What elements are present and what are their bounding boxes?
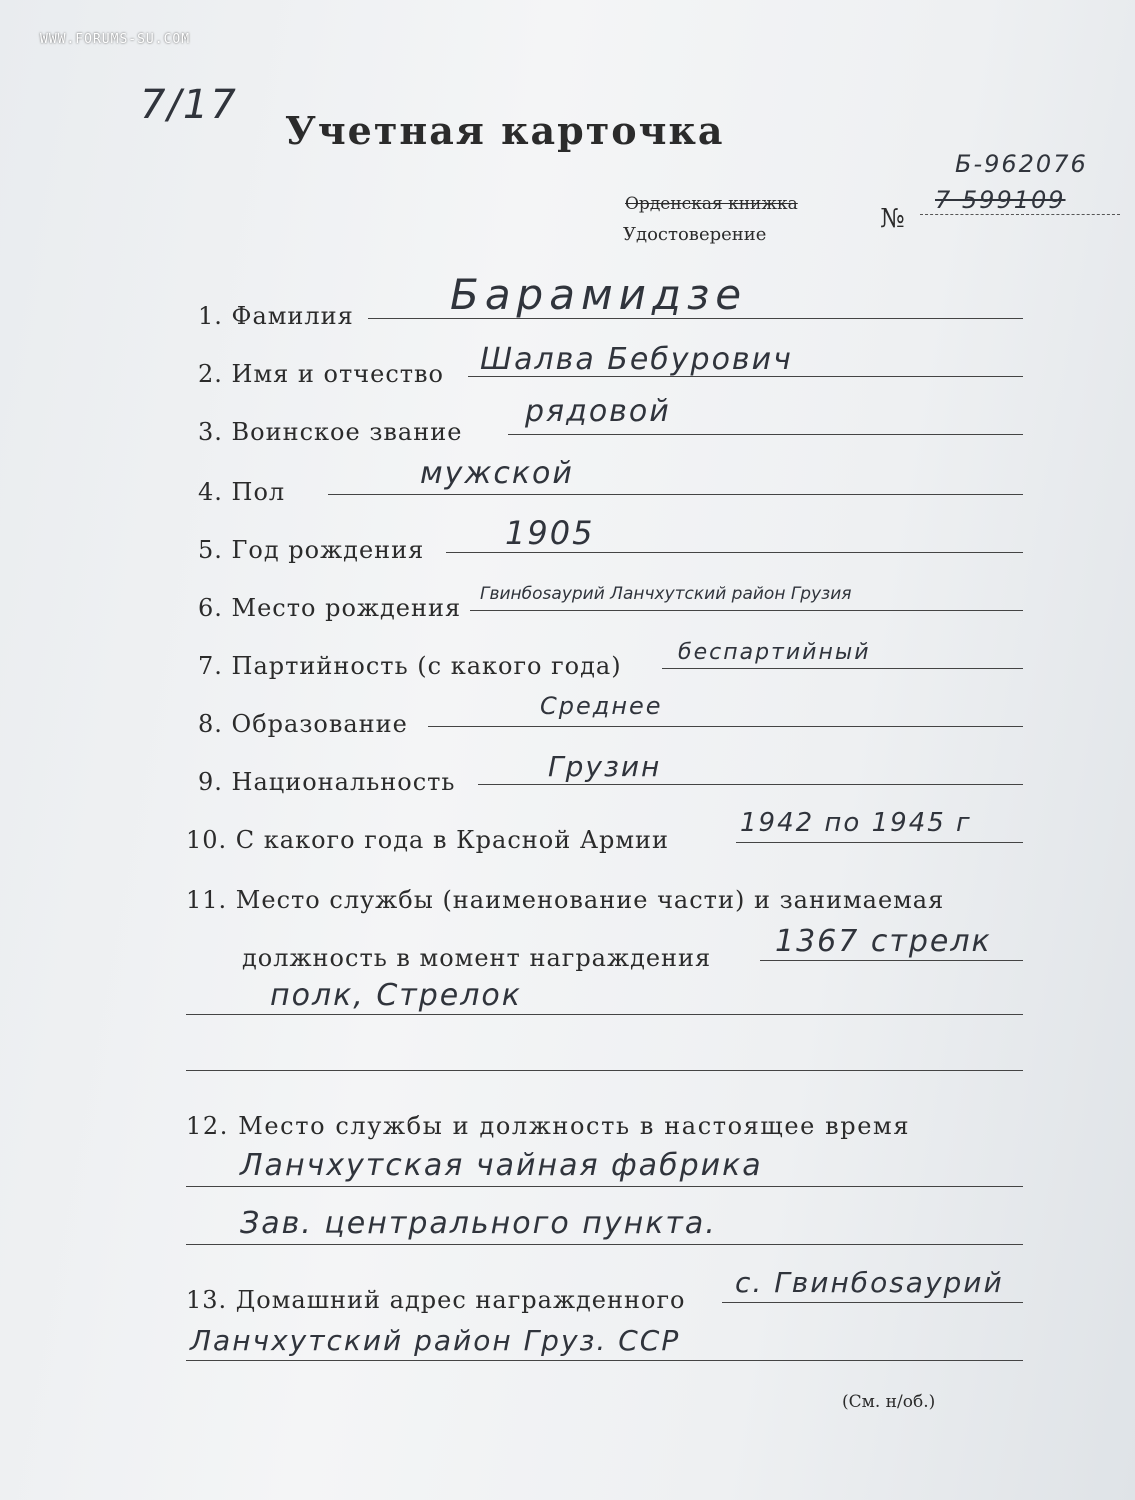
footer-note: (См. н/об.) [842,1392,936,1412]
field-label-current-job: 12. Место службы и должность в настоящее время [186,1112,911,1140]
field-value-home-address-1: с. Гвинбоѕаурий [735,1266,1004,1299]
field-value-current-job-2: Зав. центрального пункта. [240,1206,717,1241]
field-line-education [428,726,1023,727]
watermark: WWW.FORUMS-SU.COM [40,32,191,47]
corner-mark: 7/17 [140,82,238,128]
field-line-army-since [736,842,1023,843]
field-label-rank: 3. Воинское звание [198,418,463,446]
number-new: Б-962076 [955,150,1088,178]
field-value-service-unit-1: 1367 стрелк [775,924,992,959]
field-line-service-unit-2 [186,1014,1023,1015]
field-value-birthplace: Гвинбоѕаурий Ланчхутский район Грузия [480,584,852,604]
field-line-rank [508,434,1023,435]
field-label-nationality: 9. Национальность [198,768,456,796]
field-line-home-address-1 [722,1302,1023,1303]
field-label-surname: 1. Фамилия [198,302,354,330]
field-label-party: 7. Партийность (с какого года) [198,652,622,680]
field-line-service-unit-3 [186,1070,1023,1071]
field-value-surname: Барамидзе [450,270,748,319]
field-label-army-since: 10. С какого года в Красной Армии [186,826,670,854]
field-line-current-job-1 [186,1186,1023,1187]
field-value-party: беспартийный [678,640,871,665]
field-value-current-job-1: Ланчхутская чайная фабрика [240,1148,763,1183]
field-line-current-job-2 [186,1244,1023,1245]
number-old: 7 599109 [935,186,1066,214]
field-line-birthplace [470,610,1023,611]
field-line-service-unit-1 [760,960,1023,961]
field-line-nationality [478,784,1023,785]
page-title: Учетная карточка [285,108,725,153]
field-line-party [662,668,1023,669]
field-value-education: Среднее [540,692,663,720]
field-value-nationality: Грузин [548,750,662,783]
field-label-name: 2. Имя и отчество [198,360,444,388]
field-label-sex: 4. Пол [198,478,286,506]
doc-type: Удостоверение [623,224,767,245]
field-label-service-unit: 11. Место службы (наименование части) и занимаемая [186,886,945,914]
number-line [920,214,1120,215]
field-value-name: Шалва Бебурович [480,342,793,377]
field-value-home-address-2: Ланчхутский район Груз. ССР [190,1324,681,1357]
field-value-sex: мужской [420,456,574,491]
field-label-education: 8. Образование [198,710,408,738]
field-value-army-since: 1942 по 1945 г [740,808,972,838]
field-label-service-unit-cont: должность в момент награждения [242,944,712,972]
field-line-home-address-2 [186,1360,1023,1361]
field-line-birth-year [446,552,1023,553]
field-label-birth-year: 5. Год рождения [198,536,425,564]
doc-type-struck: Орденская книжка [625,194,798,214]
field-line-sex [328,494,1023,495]
field-label-home-address: 13. Домашний адрес награжденного [186,1286,686,1314]
field-label-birthplace: 6. Место рождения [198,594,462,622]
field-value-rank: рядовой [525,394,671,429]
field-value-service-unit-2: полк, Стрелок [270,978,522,1013]
field-value-birth-year: 1905 [505,514,595,552]
number-sign: № [880,204,905,234]
